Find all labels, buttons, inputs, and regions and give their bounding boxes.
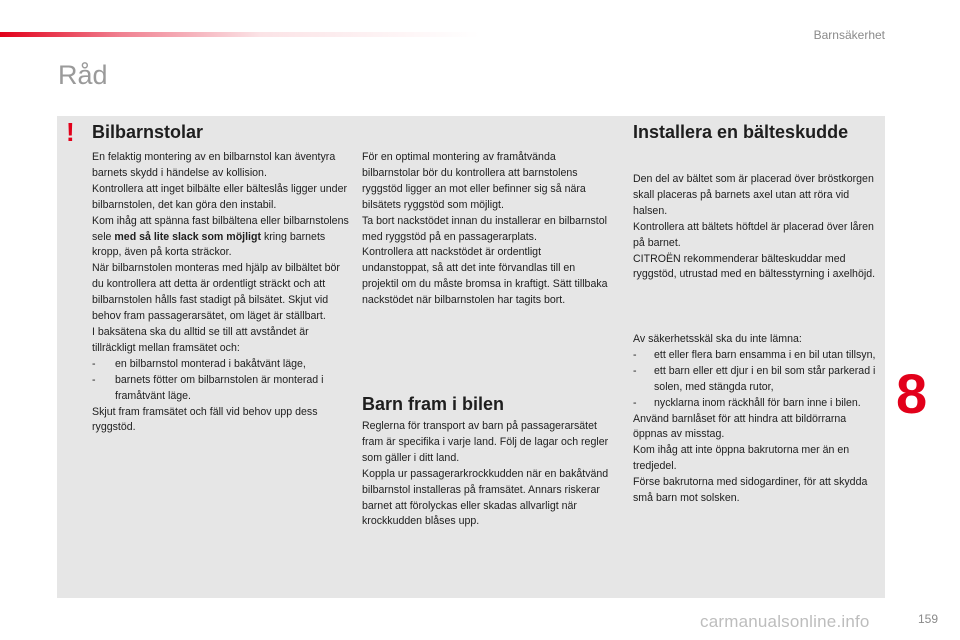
paragraph: Kontrollera att bältets höftdel är placerad över låren på barnet. [633,220,874,249]
sakerhet-text [633,332,881,507]
barn-fram-text [362,419,610,530]
paragraph: Kontrollera att nackstödet är ordentligt undanstoppat, så att det inte förvandlas till en projektil om du måste bromsa in kraftigt. Sätt tillbaka nackstödet när bilbarnstolen har tagits bort. [362,246,608,307]
warning-exclamation-icon: ! [66,117,75,147]
paragraph: När bilbarnstolen monteras med hjälp av bilbältet bör du kontrollera att detta är ordentligt sträckt och att bilbarnstolen hålls fast stadigt på bilsätet. Skjut vid behov fram passagerarsätet, om läget är ställbart. [92,262,340,323]
paragraph: CITROËN rekommenderar bälteskuddar med ryggstöd, utrustad med en bältesstyrning i axelhöjd. [633,252,876,281]
chapter-number-tab: 8 [896,362,928,425]
paragraph: Reglerna för transport av barn på passagerarsätet fram är specifika i varje land. Följ de lagar och regler som gäller i ditt land. [362,420,609,464]
paragraph: En felaktig montering av en bilbarnstol kan äventyra barnets skydd i händelse av kollision. [92,151,336,179]
emphasis-text: med så lite slack som möjligt [114,230,261,243]
list-item: - en bilbarnstol monterad i bakåtvänt läge, [92,357,306,370]
bilbarnstolar-column-2 [362,150,610,309]
bilbarnstolar-column-1 [92,150,350,436]
page-title: Råd [58,60,108,90]
heading-installera-en-balteskudde: Installera en bälteskudde [633,122,849,142]
list-item: - ett barn eller ett djur i en bil som står parkerad i solen, med stängda rutor, [633,364,876,393]
paragraph: Den del av bältet som är placerad över bröstkorgen skall placeras på barnets axel utan att röra vid halsen. [633,173,874,217]
paragraph: Skjut fram framsätet och fäll vid behov upp dess ryggstöd. [92,405,318,434]
page-number: 159 [917,612,938,626]
list-item: - ett eller flera barn ensamma i en bil utan tillsyn, [633,348,876,361]
paragraph: Kom ihåg att inte öppna bakrutorna mer än en tredjedel. [633,444,850,473]
paragraph: Använd barnlåset för att hindra att bildörrarna öppnas av misstag. [633,412,847,441]
list-item: - nycklarna inom räckhåll för barn inne i bilen. [633,396,861,409]
paragraph: I baksätena ska du alltid se till att avståndet är tillräckligt mellan framsätet och: [92,325,309,354]
installera-text [633,172,881,283]
paragraph: Kom ihåg att spänna fast bilbältena eller bilbarnstolens sele med så lite slack som möjligt kring barnets kropp, även på korta sträckor. [92,214,349,259]
paragraph: Av säkerhetsskäl ska du inte lämna: [633,333,802,345]
paragraph: Koppla ur passagerarkrockkudden när en bakåtvänd bilbarnstol installeras på framsätet. Annars riskerar barnet att förolyckas eller skadas allvarligt när krockkudden blåses upp. [362,467,609,528]
paragraph: Kontrollera att inget bilbälte eller bälteslås ligger under bilbarnstolen, det kan göra den instabil. [92,182,347,211]
paragraph: För en optimal montering av framåtvända bilbarnstolar bör du kontrollera att barnstolens ryggstöd ligger an mot eller befinner sig så nära bilsätets ryggstöd som möjligt. [362,151,586,211]
watermark: carmanualsonline.info [700,612,870,631]
list-item: - barnets fötter om bilbarnstolen är monterad i framåtvänt läge. [92,373,324,402]
header-accent-bar [0,32,480,37]
paragraph: Ta bort nackstödet innan du installerar en bilbarnstol med ryggstöd på en passagerarplats. [362,214,607,243]
heading-barn-fram-i-bilen: Barn fram i bilen [362,394,505,414]
paragraph: Förse bakrutorna med sidogardiner, för att skydda små barn mot solsken. [633,476,868,505]
heading-bilbarnstolar: Bilbarnstolar [92,122,204,142]
chapter-title: Barnsäkerhet [813,28,885,42]
